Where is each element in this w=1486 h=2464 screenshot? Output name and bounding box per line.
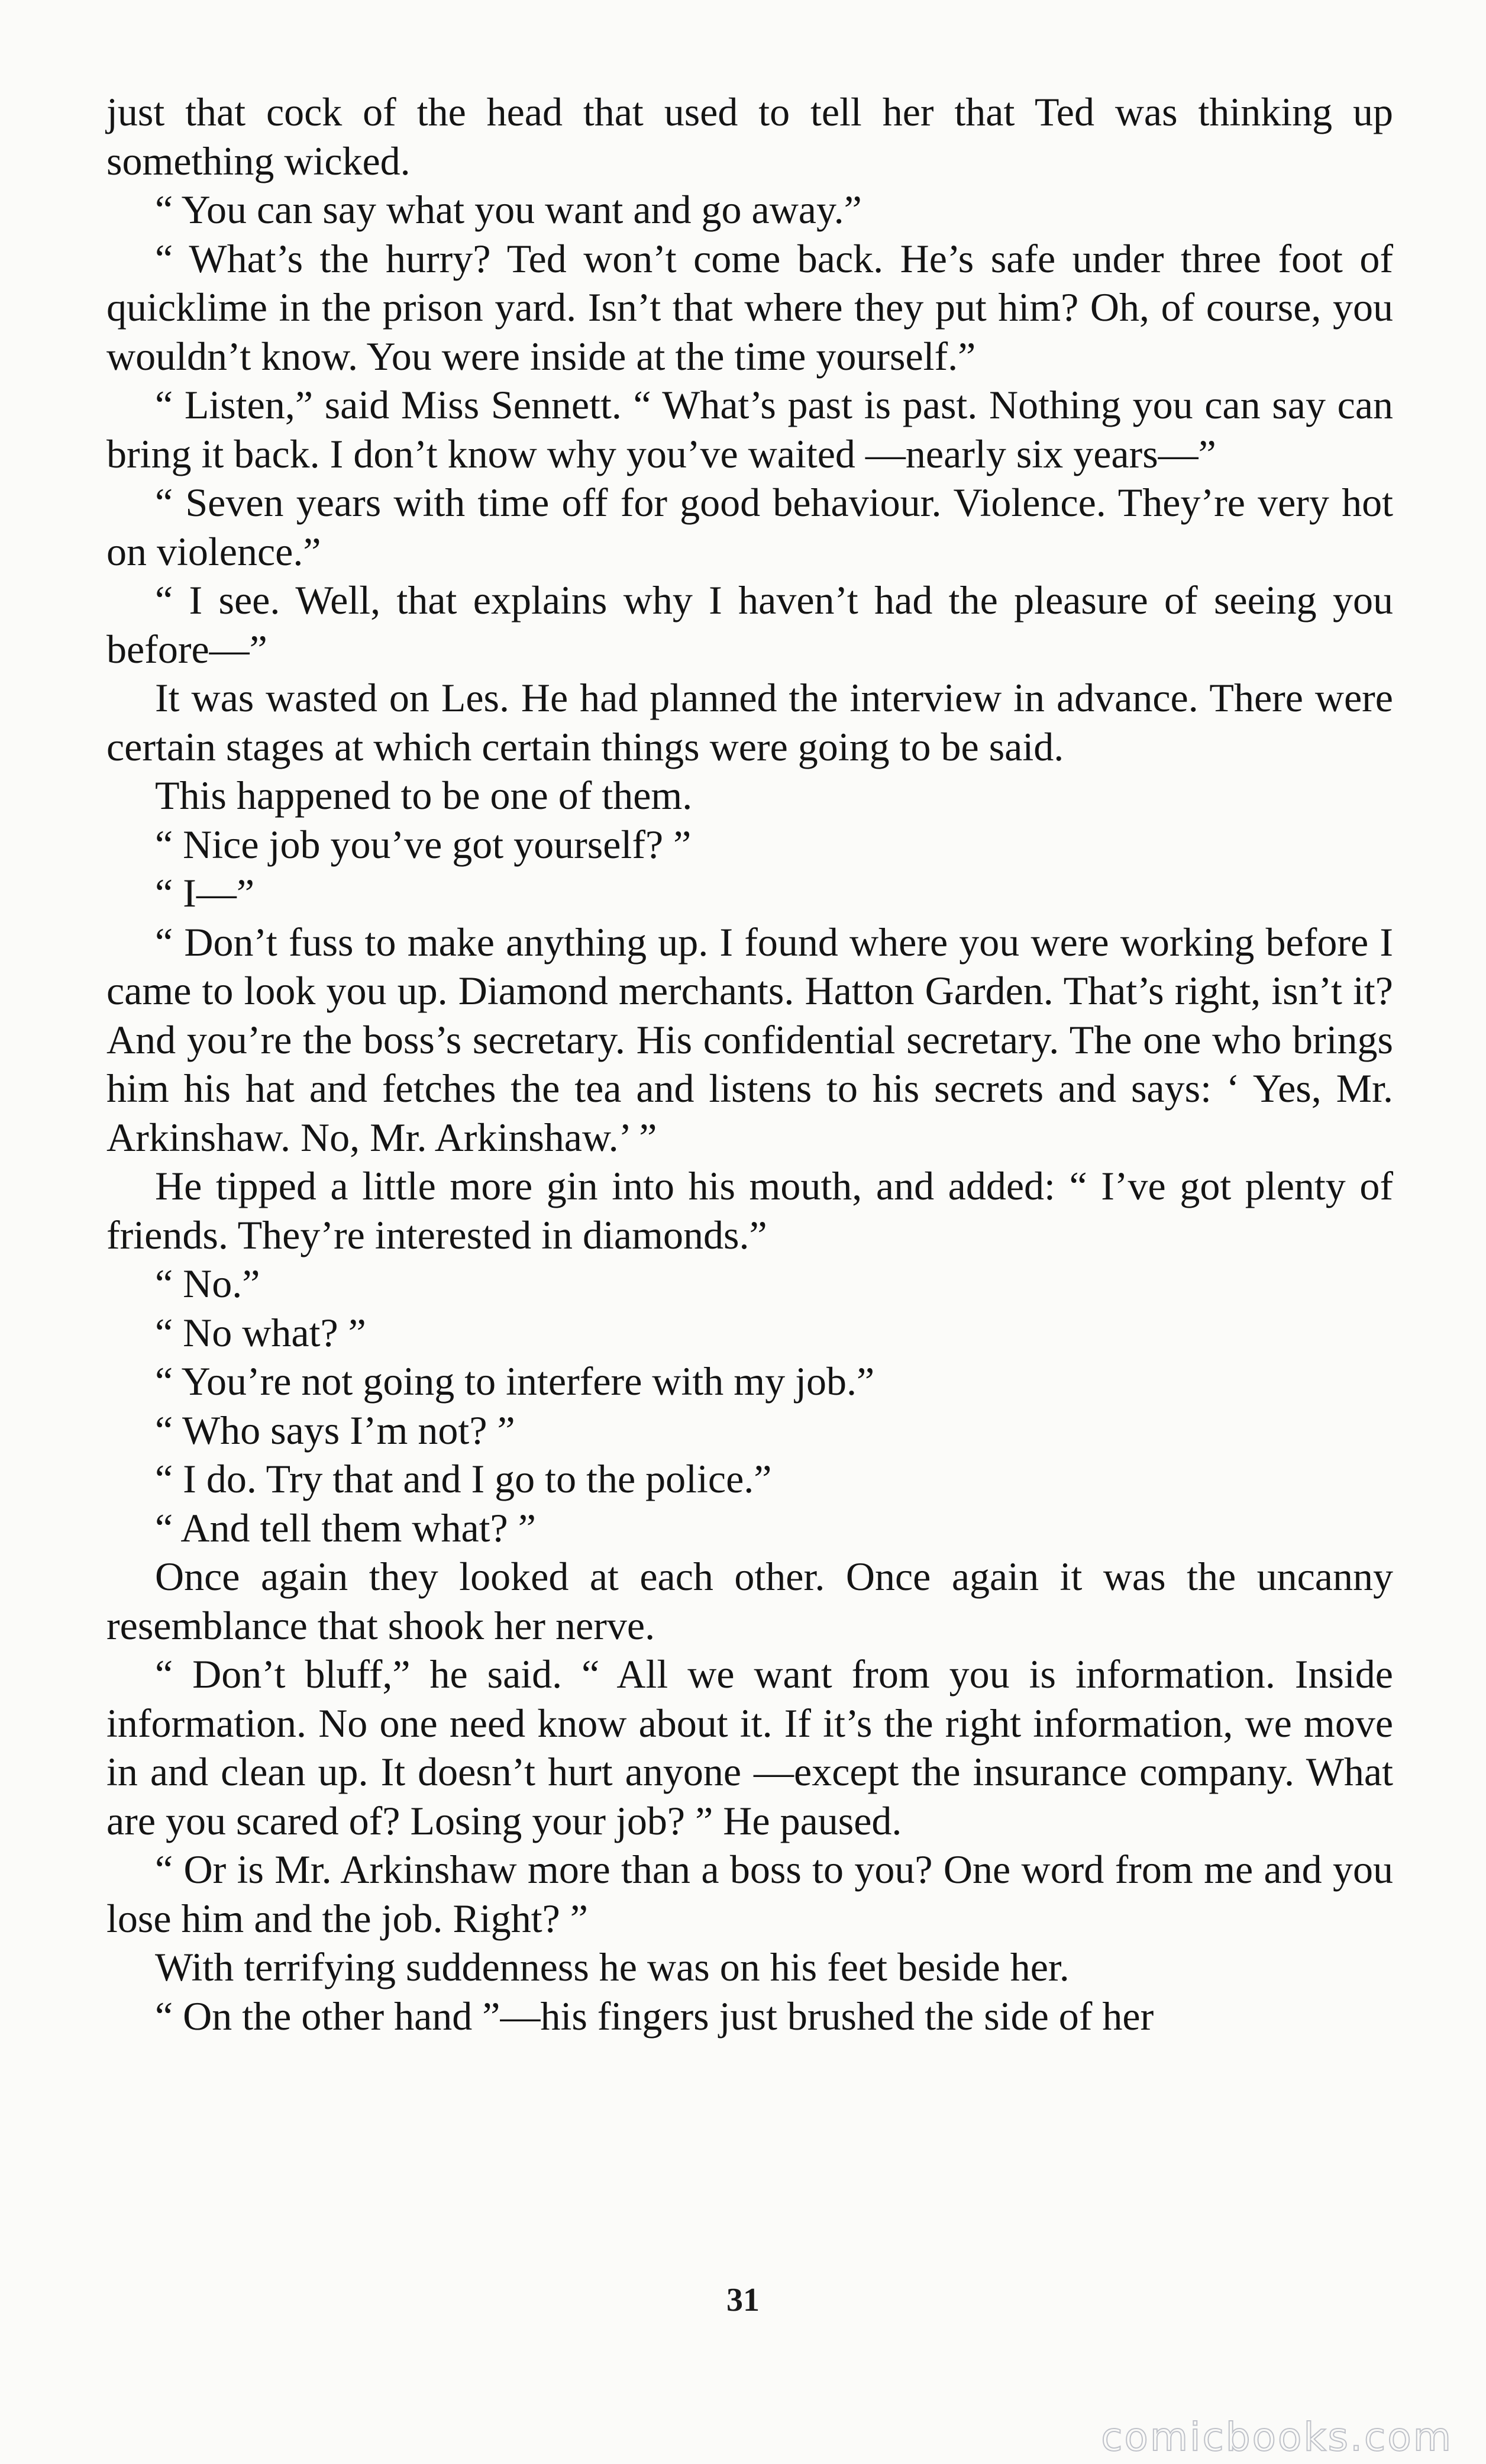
paragraph: “ And tell them what? ” [155,1505,536,1550]
paragraph: “ No.” [155,1261,260,1306]
paragraph: “ Seven years with time off for good behaviour. Violence. They’re very hot on violence.” [106,480,1393,574]
paragraph: “ No what? ” [155,1310,366,1355]
paragraph: This happened to be one of them. [155,773,693,818]
paragraph: “ You can say what you want and go away.” [155,187,862,232]
paragraph: He tipped a little more gin into his mouth, and added: “ I’ve got plenty of friends. They’re interested in diamonds.” [106,1163,1393,1257]
paragraph: “ What’s the hurry? Ted won’t come back. He’s safe under three foot of quicklime in the prison yard. Isn’t that where they put him? Oh, of course, you wouldn’t know. You were inside at the time yourself.” [106,236,1393,379]
paragraph: “ You’re not going to interfere with my job.” [155,1359,875,1404]
paragraph: “ Don’t bluff,” he said. “ All we want from you is information. Inside information. No one need know about it. If it’s the right information, we move in and clean up. It doesn’t hurt anyone —except the insurance company. What are you scared of? Losing your job? ” He paused. [106,1652,1393,1843]
page-number: 31 [726,2282,760,2318]
paragraph: “ Don’t fuss to make anything up. I found where you were working before I came to look you up. Diamond merchants. Hatton Garden. That’s right, isn’t it? And you’re the boss’s secretary. His confidential secretary. The one who brings him his hat and fetches the tea and listens to his secrets and says: ‘ Yes, Mr. Arkinshaw. No, Mr. Arkinshaw.’ ” [106,919,1393,1160]
paragraph: “ I do. Try that and I go to the police.” [155,1456,772,1501]
paragraph: “ Listen,” said Miss Sennett. “ What’s past is past. Nothing you can say can bring it back. I don’t know why you’ve waited —nearly six years—” [106,382,1393,476]
paragraph: With terrifying suddenness he was on his feet beside her. [155,1944,1070,1989]
paragraph: “ On the other hand ”—his fingers just brushed the side of her [155,1993,1154,2039]
paragraph: “ I—” [155,870,255,915]
paragraph: Once again they looked at each other. Once again it was the uncanny resemblance that shook her nerve. [106,1554,1393,1648]
paragraph: “ I see. Well, that explains why I haven’t had the pleasure of seeing you before—” [106,578,1393,672]
paragraph: just that cock of the head that used to tell her that Ted was thinking up something wicked. [106,89,1393,183]
paragraph: “ Or is Mr. Arkinshaw more than a boss to you? One word from me and you lose him and the job. Right? ” [106,1847,1393,1941]
paragraph: “ Who says I’m not? ” [155,1407,515,1453]
paragraph: “ Nice job you’ve got yourself? ” [155,821,692,867]
watermark: comicbooks.com [1101,2414,1453,2460]
body-text [106,88,1393,2040]
paragraph: It was wasted on Les. He had planned the interview in advance. There were certain stages at which certain things were going to be said. [106,675,1393,769]
